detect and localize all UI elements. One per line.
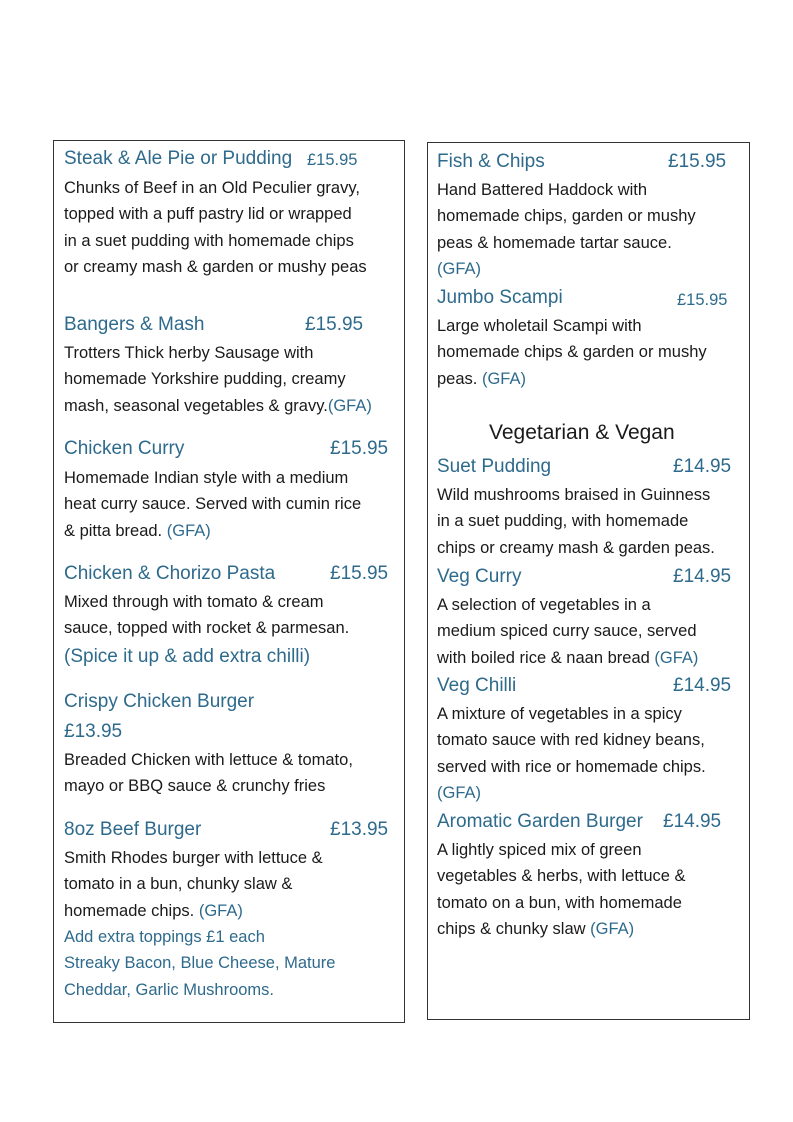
item-price: £15.95 [330,438,389,459]
item-title: Suet Pudding [437,456,552,477]
item-description: Hand Battered Haddock with homemade chips, garden or mushy peas & homemade tartar sauce. (GFA) [437,177,696,283]
item-title: Aromatic Garden Burger [437,811,643,832]
item-description: Large wholetail Scampi with homemade chips & garden or mushy peas. (GFA) [437,317,707,388]
item-title: Chicken & Chorizo Pasta [64,563,276,584]
item-title: Veg Curry [437,566,522,587]
item-price: £14.95 [673,456,732,477]
item-description: Trotters Thick herby Sausage with homemade Yorkshire pudding, creamy mash, seasonal vegetables & gravy.(GFA) [64,344,372,415]
extras-note: Add extra toppings £1 each Streaky Bacon, Blue Cheese, Mature Cheddar, Garlic Mushrooms. [64,928,336,999]
gfa-label: (GFA) [327,396,372,415]
item-price: £15.95 [677,291,728,309]
item-description: Breaded Chicken with lettuce & tomato, mayo or BBQ sauce & crunchy fries [64,751,353,796]
item-price: £15.95 [305,314,364,335]
item-title: Crispy Chicken Burger [64,691,255,712]
section-heading: Vegetarian & Vegan [489,421,675,444]
item-price: £15.95 [307,151,358,169]
item-price: £14.95 [673,675,732,696]
item-price: £15.95 [668,151,727,172]
gfa-label: (GFA) [166,521,211,540]
item-price: £14.95 [673,566,732,587]
item-title: Veg Chilli [437,675,517,696]
item-description: A lightly spiced mix of green vegetables & herbs, with lettuce & tomato on a bun, with homemade chips & chunky slaw (GFA) [437,841,686,939]
item-title: Fish & Chips [437,151,545,172]
gfa-label: (GFA) [654,648,699,667]
item-description: Chunks of Beef in an Old Peculier gravy, topped with a puff pastry lid or wrapped in a suet pudding with homemade chips or creamy mash & garden or mushy peas [64,179,367,277]
item-title: Chicken Curry [64,438,185,459]
gfa-label: (GFA) [590,920,635,939]
item-description: Homemade Indian style with a medium heat curry sauce. Served with cumin rice & pitta bread. (GFA) [64,469,362,540]
item-title: Bangers & Mash [64,314,205,335]
item-note: (Spice it up & add extra chilli) [64,646,311,667]
item-price: £14.95 [663,811,722,832]
item-title: 8oz Beef Burger [64,819,202,840]
item-title: Steak & Ale Pie or Pudding [64,148,293,169]
item-price: £13.95 [64,721,123,742]
item-description: A selection of vegetables in a medium spiced curry sauce, served with boiled rice & naan bread (GFA) [437,596,699,667]
gfa-label: (GFA) [437,784,481,803]
gfa-label: (GFA) [198,901,243,920]
item-price: £15.95 [330,563,389,584]
item-title: Jumbo Scampi [437,287,563,308]
gfa-label: (GFA) [437,260,481,279]
item-description: A mixture of vegetables in a spicy tomato sauce with red kidney beans, served with rice or homemade chips. (GFA) [437,701,706,807]
gfa-label: (GFA) [481,369,526,388]
item-description: Mixed through with tomato & cream sauce, topped with rocket & parmesan. [64,593,350,638]
item-description: Smith Rhodes burger with lettuce & tomato in a bun, chunky slaw & homemade chips. (GFA) [64,849,323,920]
item-description: Wild mushrooms braised in Guinness in a suet pudding, with homemade chips or creamy mash & garden peas. [437,486,715,557]
item-price: £13.95 [330,819,389,840]
